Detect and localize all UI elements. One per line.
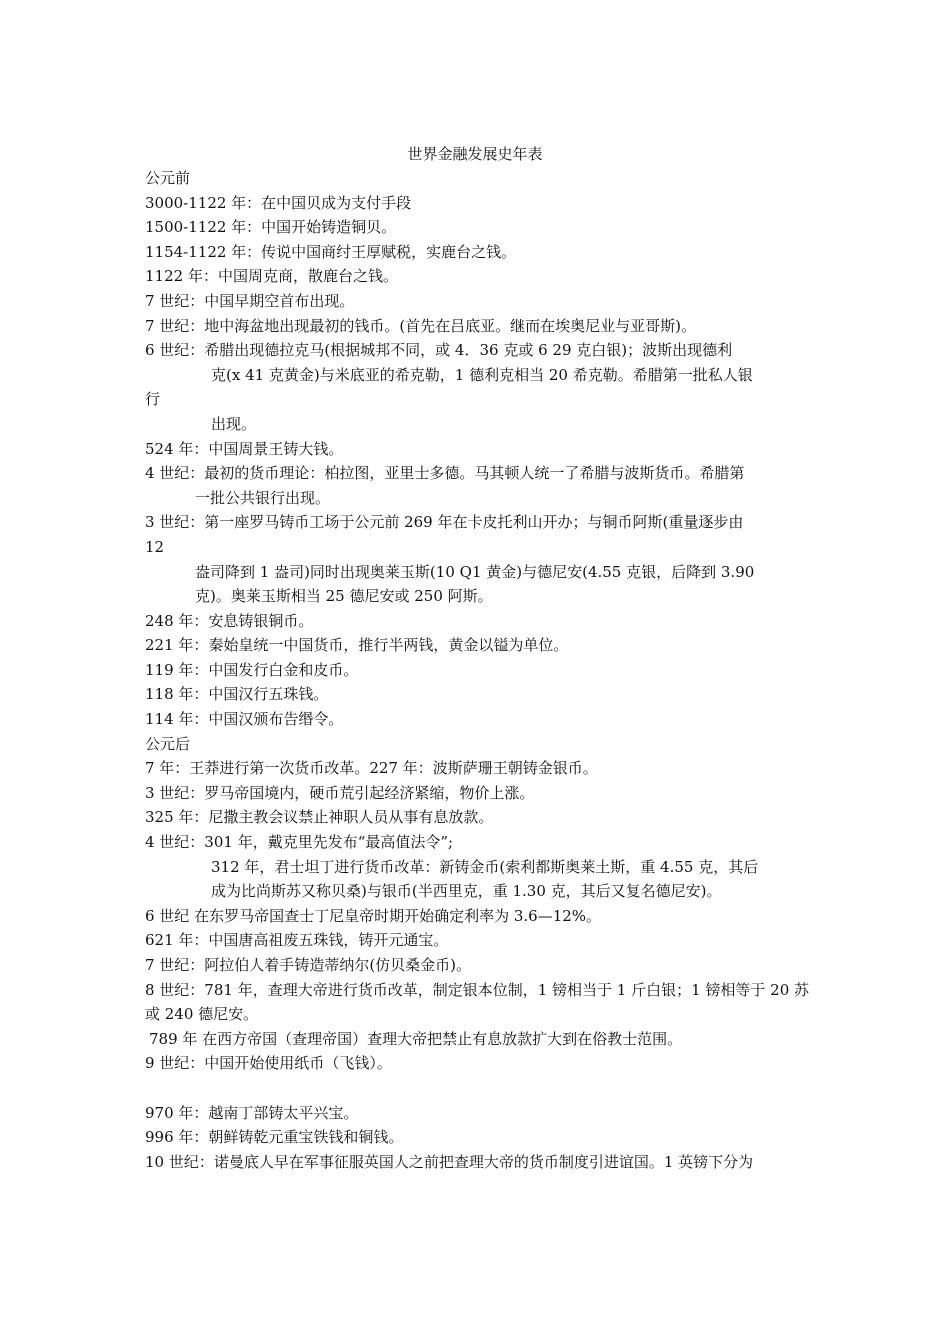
timeline-entry-continuation: 克(x 41 克黄金)与米底亚的希克勒，1 德利克相当 20 希克勒。希腊第一批私人银 [211,365,753,384]
timeline-entry: 9 世纪：中国开始使用纸币（飞钱）。 [145,1054,392,1073]
timeline-entry: 3000-1122 年：在中国贝成为支付手段 [145,193,412,212]
timeline-entry: 1154-1122 年：传说中国商纣王厚赋税，实鹿台之钱。 [145,242,517,261]
document-body [145,166,810,1174]
timeline-entry-continuation: 成为比尚斯苏又称贝桑)与银币(半西里克，重 1.30 克，其后又复名德尼安)。 [211,882,722,901]
timeline-entry: 6 世纪：希腊出现德拉克马(根据城邦不同，或 4．36 克或 6 29 克白银)；波斯出现德利 [145,341,733,360]
timeline-entry: 221 年：秦始皇统一中国货币，推行半两钱，黄金以镒为单位。 [145,636,569,655]
timeline-entry: 1122 年：中国周克商，散鹿台之钱。 [145,267,398,286]
timeline-entry-continuation: 出现。 [211,414,257,433]
timeline-entry-continuation: 行 [145,390,161,409]
timeline-entry: 621 年：中国唐高祖废五珠钱，铸开元通宝。 [145,931,449,950]
timeline-entry: 7 年：王莽进行第一次货币改革。227 年：波斯萨珊王朝铸金银币。 [145,759,598,778]
timeline-entry: 4 世纪：301 年，戴克里先发布“最高值法令”; [145,833,454,852]
timeline-entry: 3 世纪：第一座罗马铸币工场于公元前 269 年在卡皮托利山开办；与铜币阿斯(重量逐步由 [145,513,744,532]
timeline-entry: 3 世纪：罗马帝国境内，硬币荒引起经济紧缩，物价上涨。 [145,783,535,802]
timeline-entry: 996 年：朝鲜铸乾元重宝铁钱和铜钱。 [145,1128,404,1147]
timeline-entry: 6 世纪 在东罗马帝国查士丁尼皇帝时期开始确定利率为 3.6—12%。 [145,906,602,925]
timeline-entry: 8 世纪：781 年，查理大帝进行货币改革，制定银本位制，1 镑相当于 1 斤白银；1 镑相等于 20 苏或 240 德尼安。 [145,980,810,1024]
timeline-entry-continuation: 盎司降到 1 盎司)同时出现奥莱玉斯(10 Q1 黄金)与德尼安(4.55 克银，后降到 3.90 [195,562,755,581]
timeline-entry: 7 世纪：中国早期空首布出现。 [145,291,355,310]
document-title: 世界金融发展史年表 [407,145,543,163]
timeline-entry: 114 年：中国汉颁布告缗令。 [145,710,344,729]
blank-line [145,1076,810,1101]
timeline-entry: 524 年：中国周景王铸大钱。 [145,439,344,458]
timeline-entry: 4 世纪：最初的货币理论：柏拉图，亚里士多德。马其顿人统一了希腊与波斯货币。希腊第 [145,464,745,483]
timeline-entry-continuation: 克)。奥莱玉斯相当 25 德尼安或 250 阿斯。 [195,587,493,606]
timeline-entry: 10 世纪：诺曼底人早在军事征服英国人之前把查理大帝的货币制度引进谊国。1 英镑下分为 [145,1152,754,1171]
timeline-entry-continuation: 一批公共银行出现。 [195,488,331,507]
timeline-entry: 118 年：中国汉行五珠钱。 [145,685,329,704]
timeline-entry: 248 年：安息铸银铜币。 [145,611,314,630]
timeline-entry: 789 年 在西方帝国（查理帝国）查理大帝把禁止有息放款扩大到在俗教士范围。 [149,1029,683,1048]
timeline-entry: 7 世纪：阿拉伯人着手铸造蒂纳尔(仿贝桑金币)。 [145,956,472,974]
section-heading-bce: 公元前 [145,169,191,187]
section-heading-ce: 公元后 [145,734,191,753]
timeline-entry-continuation: 312 年，君士坦丁进行货币改革：新铸金币(索利都斯奥莱土斯，重 4.55 克，其后 [211,857,759,876]
timeline-entry: 1500-1122 年：中国开始铸造铜贝。 [145,218,397,237]
timeline-entry: 119 年：中国发行白金和皮币。 [145,660,359,679]
timeline-entry: 970 年：越南丁部铸太平兴宝。 [145,1103,359,1122]
timeline-entry: 325 年：尼撒主教会议禁止神职人员从事有息放款。 [145,808,494,827]
timeline-entry: 7 世纪：地中海盆地出现最初的钱币。(首先在吕底亚。继而在埃奥尼业与亚哥斯)。 [145,316,697,335]
timeline-entry-continuation: 12 [145,537,165,556]
